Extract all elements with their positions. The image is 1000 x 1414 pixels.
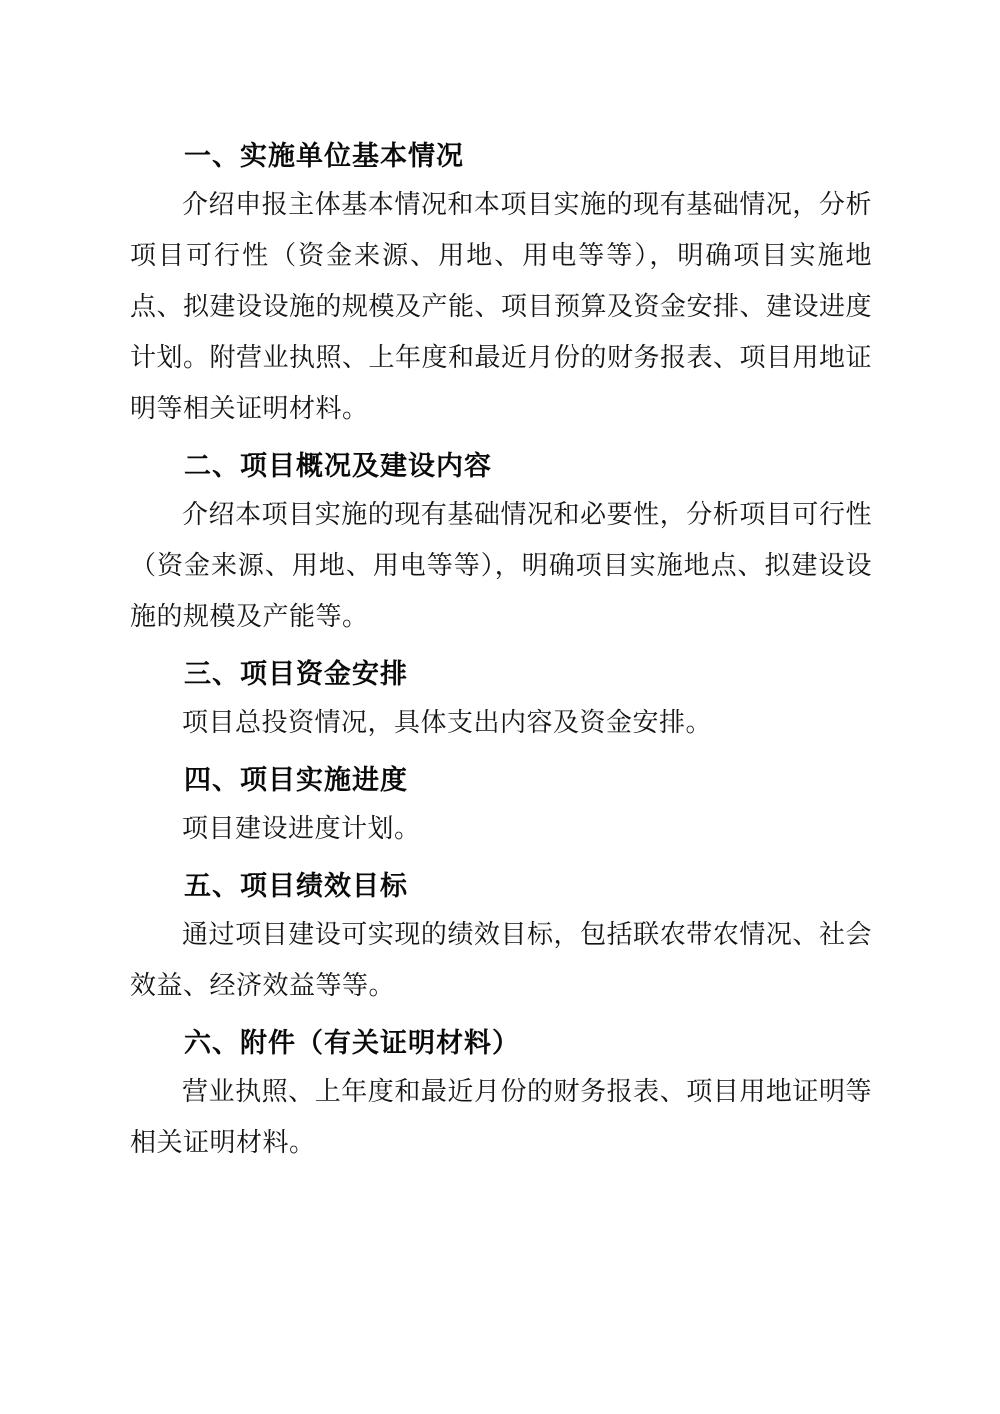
section-3-heading: 三、项目资金安排 <box>184 659 408 689</box>
section-5 <box>130 863 872 1011</box>
section-3 <box>130 651 872 748</box>
section-5-heading: 五、项目绩效目标 <box>184 871 408 901</box>
section-3-paragraph: 项目总投资情况，具体支出内容及资金安排。 <box>182 708 713 737</box>
section-1-heading: 一、实施单位基本情况 <box>184 141 464 171</box>
section-4-paragraph: 项目建设进度计划。 <box>182 814 421 843</box>
section-2-paragraph: 介绍本项目实施的现有基础情况和必要性，分析项目可行性（资金来源、用地、用电等等），明确项目实施地点、拟建设设施的规模及产能等。 <box>130 500 872 631</box>
section-2 <box>130 443 872 642</box>
section-1-paragraph: 介绍申报主体基本情况和本项目实施的现有基础情况，分析项目可行性（资金来源、用地、用电等等），明确项目实施地点、拟建设设施的规模及产能、项目预算及资金安排、建设进度计划。附营业执照、上年度和最近月份的财务报表、项目用地证明等相关证明材料。 <box>130 190 873 423</box>
section-2-heading: 二、项目概况及建设内容 <box>184 451 492 481</box>
section-1 <box>130 133 872 434</box>
section-6-paragraph: 营业执照、上年度和最近月份的财务报表、项目用地证明等相关证明材料。 <box>130 1077 872 1157</box>
section-4-heading: 四、项目实施进度 <box>184 765 408 795</box>
section-4 <box>130 757 872 854</box>
section-6-heading: 六、附件（有关证明材料） <box>184 1028 520 1058</box>
section-6 <box>130 1020 872 1168</box>
section-5-paragraph: 通过项目建设可实现的绩效目标，包括联农带农情况、社会效益、经济效益等等。 <box>130 920 872 1000</box>
